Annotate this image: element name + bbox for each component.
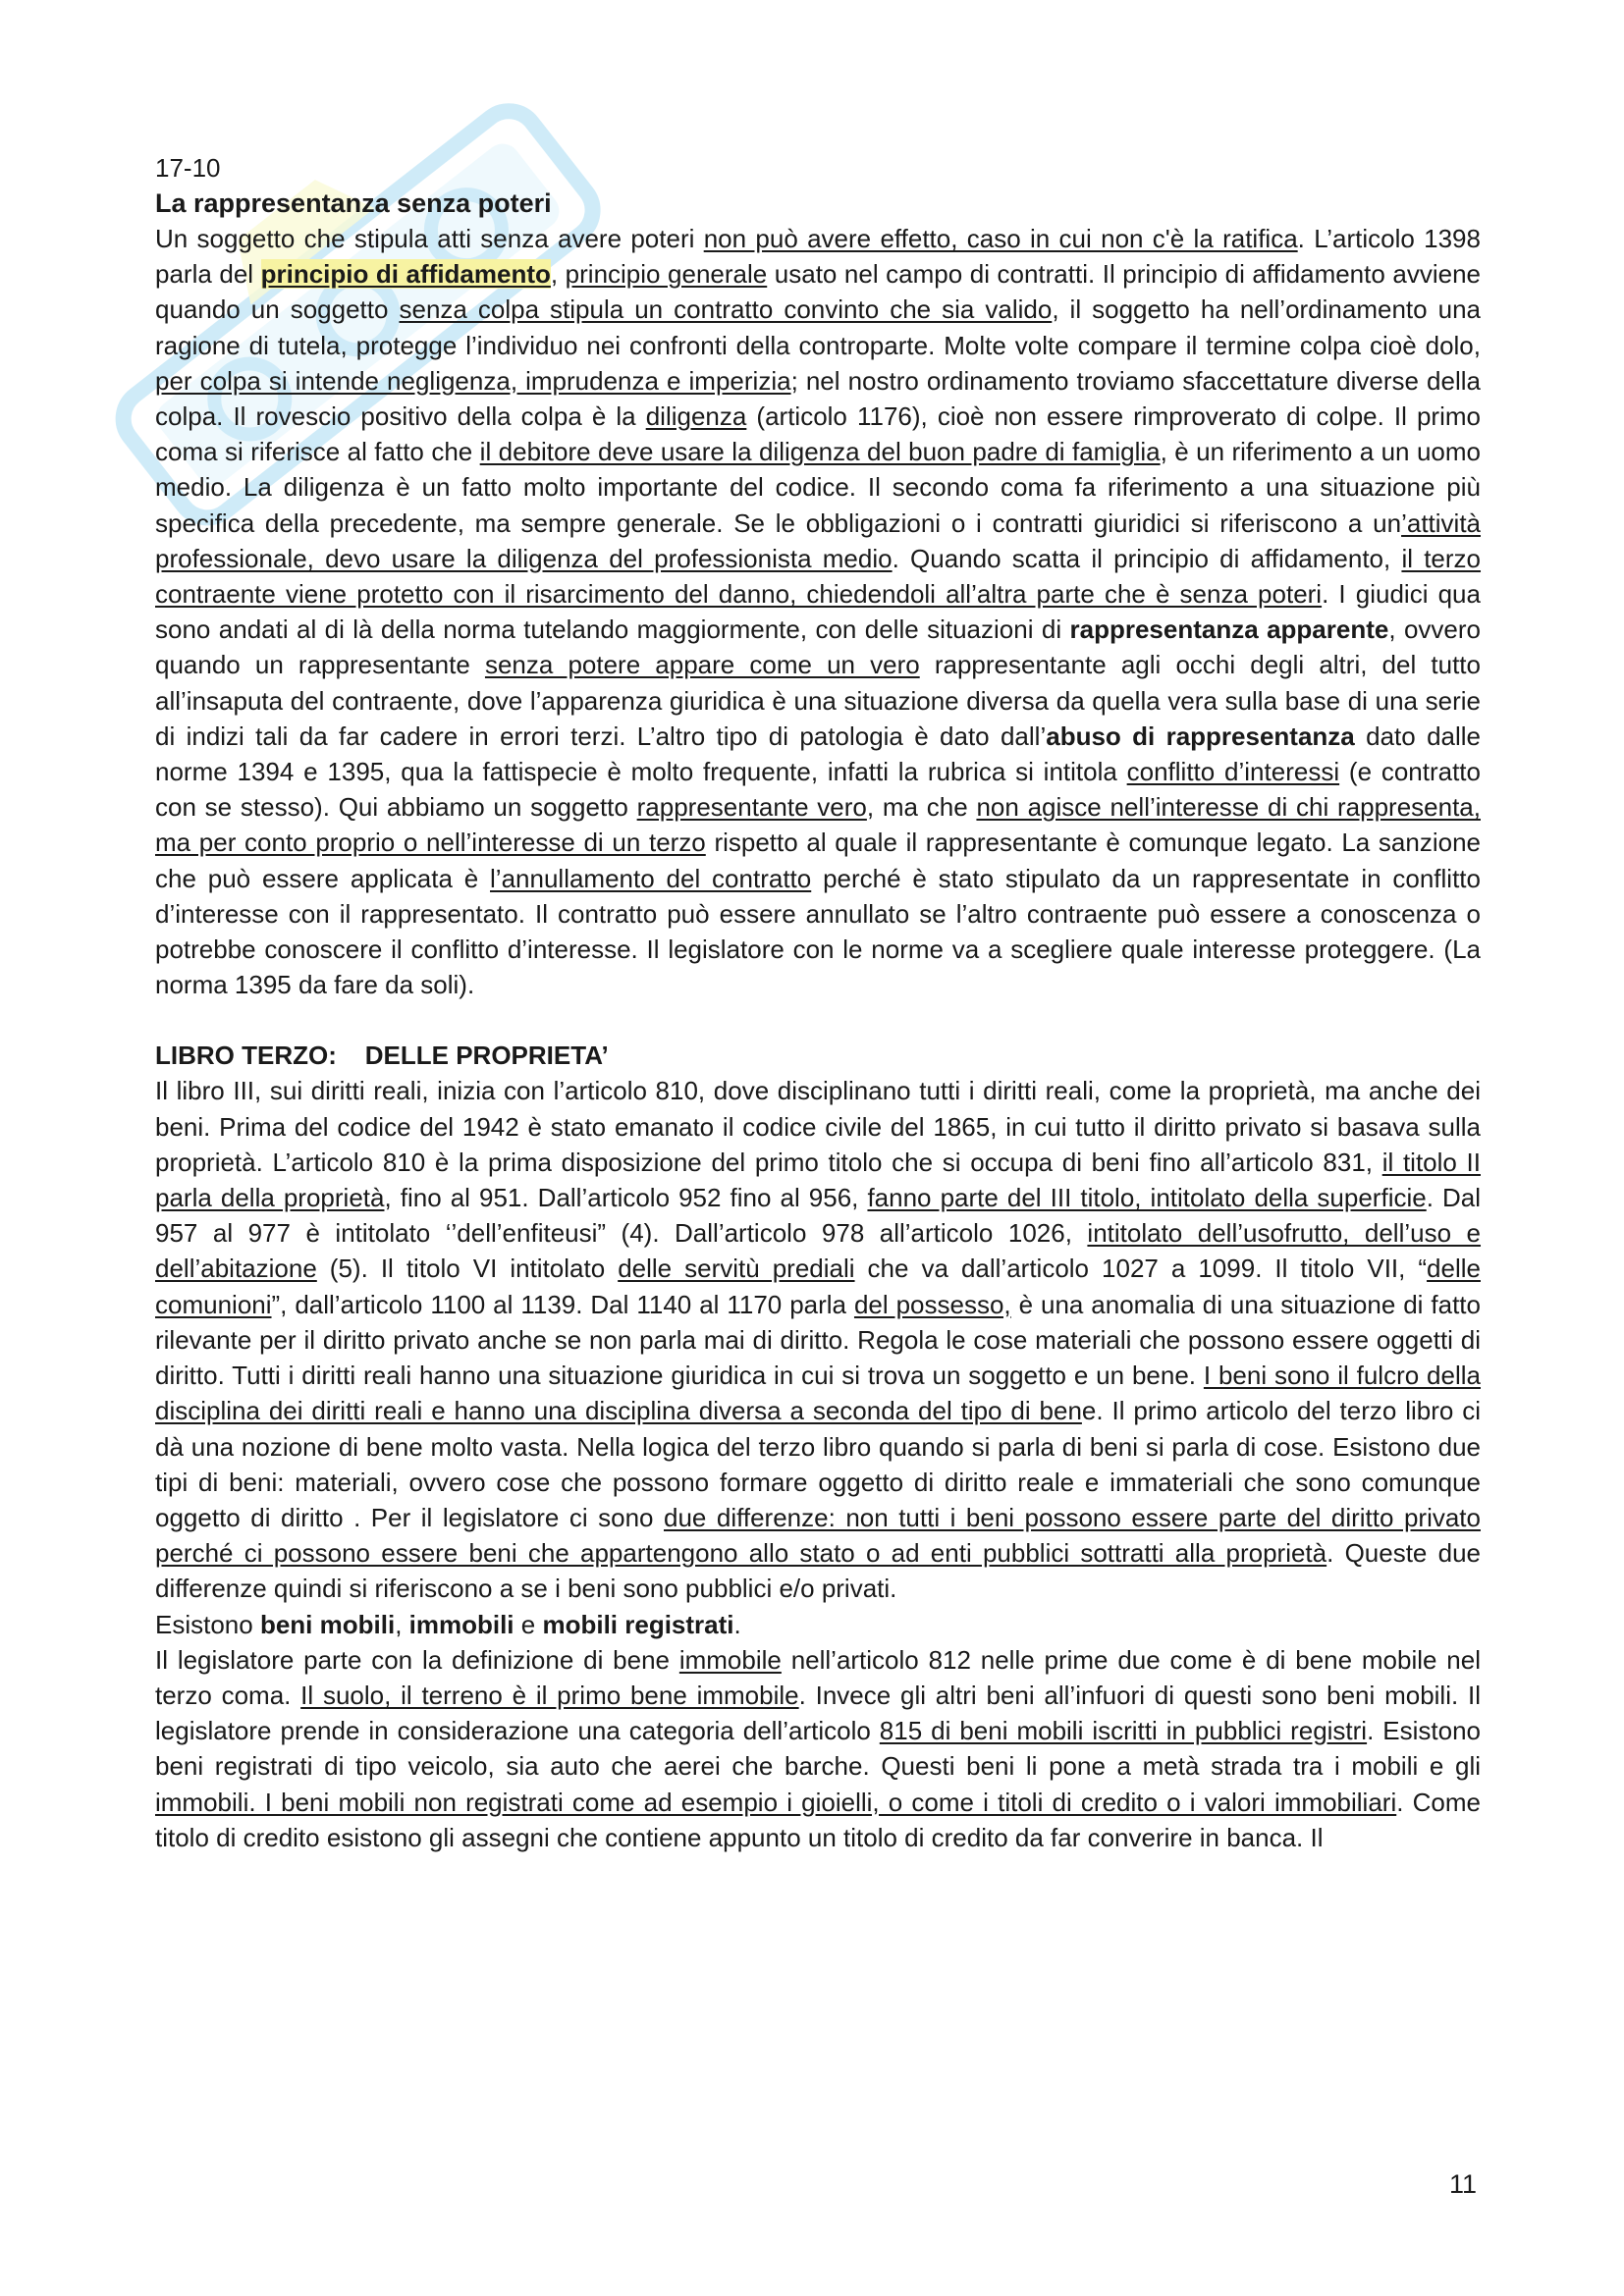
paragraph-rappresentanza: Un soggetto che stipula atti senza avere poteri non può avere effetto, caso in cui non c'è la ratifica. L’articolo 1398 parla del principio di affidamento, principio generale usato nel campo di contratti. Il principio di affidamento avviene quando un soggetto senza colpa stipula un contratto convinto che sia valido, il soggetto ha nell’ordinamento una ragione di tutela, protegge l’individuo nei confronti della controparte. Molte volte compare il termine colpa cioè dolo, per colpa si intende negligenza, imprudenza e imperizia; nel nostro ordinamento troviamo sfaccettature diverse della colpa. Il rovescio positivo della colpa è la diligenza (articolo 1176), cioè non essere rimproverato di colpe. Il primo coma si riferisce al fatto che il debitore deve usare la diligenza del buon padre di famiglia, è un riferimento a un uomo medio. La diligenza è un fatto molto importante del codice. Il secondo coma fa riferimento a una situazione più specifica della precedente, ma sempre generale. Se le obbligazioni o i contratti giuridici si riferiscono a un’attività professionale, devo usare la diligenza del professionista medio. Quando scatta il principio di affidamento, il terzo contraente viene protetto con il risarcimento del danno, chiedendoli all’altra parte che è senza poteri. I giudici qua sono andati al di là della norma tutelando maggiormente, con delle situazioni di rappresentanza apparente, ovvero quando un rappresentante senza potere appare come un vero rappresentante agli occhi degli altri, del tutto all’insaputa del contraente, dove l’apparenza giuridica è una situazione diversa da quella vera sulla base di una serie di indizi tali da far cadere in errori terzi. L’altro tipo di patologia è dato dall’abuso di rappresentanza dato dalle norme 1394 e 1395, qua la fattispecie è molto frequente, infatti la rubrica si intitola conflitto d’interessi (e contratto con se stesso). Qui abbiamo un soggetto rappresentante vero, ma che non agisce nell’interesse di chi rappresenta, ma per conto proprio o nell’interesse di un terzo rispetto al quale il rappresentante è comunque legato. La sanzione che può essere applicata è l’annullamento del contratto perché è stato stipulato da un rappresentate in conflitto d’interesse con il rappresentato. Il contratto può essere annullato se l’altro contraente può essere a conoscenza o potrebbe conoscere il conflitto d’interesse. Il legislatore con le norme va a scegliere quale interesse proteggere. (La norma 1395 da fare da soli). (155, 224, 1482, 1000)
paragraph-tipi-beni: Esistono beni mobili, immobili e mobili registrati. (155, 1609, 741, 1639)
paragraph-libro-terzo: Il libro III, sui diritti reali, inizia con l’articolo 810, dove disciplinano tutti i diritti reali, come la proprietà, ma anche dei beni. Prima del codice del 1942 è stato emanato il codice civile del 1865, in cui tutto il diritto privato si basava sulla proprietà. L’articolo 810 è la prima disposizione del primo titolo che si occupa di beni fino all’articolo 831, il titolo II parla della proprietà, fino al 951. Dall’articolo 952 fino al 956, fanno parte del III titolo, intitolato della superficie. Dal 957 al 977 è intitolato ‘’dell’enfiteusi” (4). Dall’articolo 978 all’articolo 1026, intitolato dell’usofrutto, dell’uso e dell’abitazione (5). Il titolo VI intitolato delle servitù prediali che va dall’articolo 1027 a 1099. Il titolo VII, “delle comunioni”, dall’articolo 1100 al 1139. Dal 1140 al 1170 parla del possesso, è una anomalia di una situazione di fatto rilevante per il diritto privato anche se non parla mai di diritto. Regola le cose materiali che possono essere oggetti di diritto. Tutti i diritti reali hanno una situazione giuridica in cui si trova un soggetto e un bene. I beni sono il fulcro della disciplina dei diritti reali e hanno una disciplina diversa a seconda del tipo di bene. Il primo articolo del terzo libro ci dà una nozione di bene molto vasta. Nella logica del terzo libro quando si parla di beni si parla di cose. Esistono due tipi di beni: materiali, ovvero cose che possono formare oggetto di diritto reale e immateriali che sono comunque oggetto di diritto . Per il legislatore ci sono due differenze: non tutti i beni possono essere parte del diritto privato perché ci possono essere beni che appartengono allo stato o ad enti pubblici sottratti alla proprietà. Queste due differenze quindi si riferiscono a se i beni sono pubblici e/o privati. (155, 1076, 1482, 1604)
document-page (155, 150, 1481, 1855)
page-number: 11 (1448, 2169, 1477, 2199)
date-label: 17-10 (155, 153, 221, 183)
section-title: La rappresentanza senza poteri (155, 188, 552, 218)
paragraph-beni-immobili: Il legislatore parte con la definizione di bene immobile nell’articolo 812 nelle prime due come è di bene mobile nel terzo coma. Il suolo, il terreno è il primo bene immobile. Invece gli altri beni all’infuori di questi sono beni mobili. Il legislatore prende in considerazione una categoria dell’articolo 815 di beni mobili iscritti in pubblici registri. Esistono beni registrati di tipo veicolo, sia auto che aerei che barche. Questi beni li pone a metà strada tra i mobili e gli immobili. I beni mobili non registrati come ad esempio i gioielli, o come i titoli di credito o i valori immobiliari. Come titolo di credito esistono gli assegni che contiene appunto un titolo di credito da far converire in banca. Il (155, 1644, 1482, 1852)
book-heading: LIBRO TERZO: DELLE PROPRIETA’ (155, 1041, 609, 1071)
